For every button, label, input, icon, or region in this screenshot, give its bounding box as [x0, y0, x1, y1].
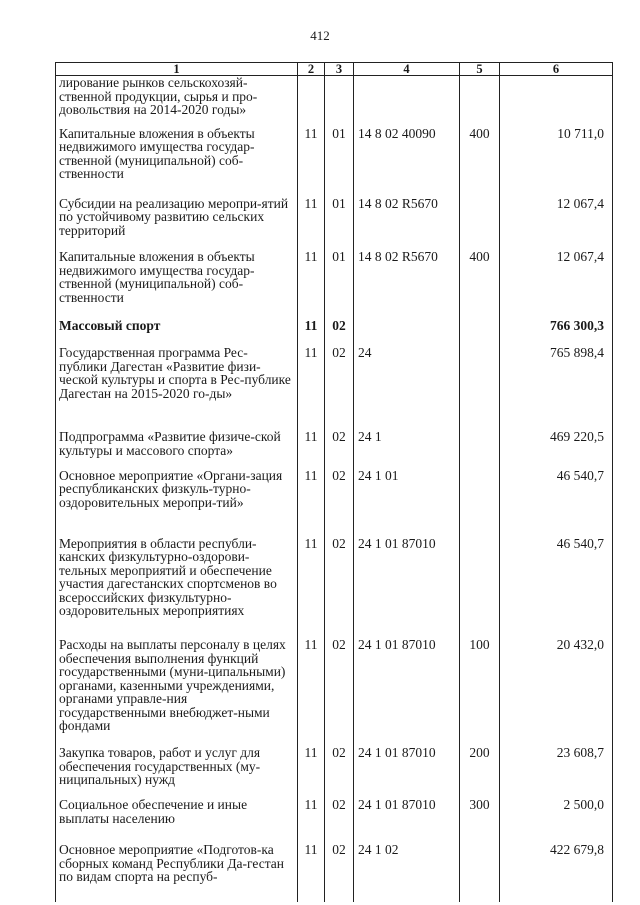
- row-expense-type: [460, 197, 500, 250]
- row-subsection: 02: [325, 319, 354, 346]
- row-target-article: 24 1 01 87010: [354, 746, 460, 798]
- row-section: 11: [298, 127, 325, 197]
- row-name: Социальное обеспечение и иные выплаты населению: [56, 798, 298, 843]
- row-expense-type: 100: [460, 638, 500, 746]
- row-amount: 765 898,4: [500, 346, 613, 430]
- row-section: 11: [298, 319, 325, 346]
- row-amount: 10 711,0: [500, 127, 613, 197]
- row-expense-type: [460, 346, 500, 430]
- table-row: [56, 469, 613, 537]
- row-amount: 766 300,3: [500, 319, 613, 346]
- row-name: Капитальные вложения в объекты недвижимого имущества государ-ственной (муниципальной) соб-ственности: [56, 127, 298, 197]
- row-name: Массовый спорт: [56, 319, 298, 346]
- row-section: [298, 76, 325, 127]
- column-header: 4: [354, 63, 460, 76]
- row-target-article: 24: [354, 346, 460, 430]
- row-subsection: 02: [325, 798, 354, 843]
- column-header: 2: [298, 63, 325, 76]
- row-target-article: 24 1: [354, 430, 460, 469]
- row-subsection: 01: [325, 197, 354, 250]
- row-name: Капитальные вложения в объекты недвижимого имущества государ-ственной (муниципальной) соб-ственности: [56, 250, 298, 319]
- row-section: 11: [298, 430, 325, 469]
- table-header-row: [56, 63, 613, 76]
- table-row: [56, 537, 613, 638]
- row-section: 11: [298, 746, 325, 798]
- row-subsection: 02: [325, 346, 354, 430]
- row-amount: 46 540,7: [500, 537, 613, 638]
- row-expense-type: [460, 843, 500, 902]
- row-subsection: 01: [325, 127, 354, 197]
- table-row: [56, 843, 613, 902]
- row-target-article: 14 8 02 40090: [354, 127, 460, 197]
- row-section: 11: [298, 250, 325, 319]
- table-row: [56, 430, 613, 469]
- row-expense-type: 400: [460, 127, 500, 197]
- row-amount: 469 220,5: [500, 430, 613, 469]
- row-amount: 23 608,7: [500, 746, 613, 798]
- row-name: Субсидии на реализацию меропри-ятий по устойчивому развитию сельских территорий: [56, 197, 298, 250]
- row-section: 11: [298, 843, 325, 902]
- row-amount: 12 067,4: [500, 250, 613, 319]
- row-section: 11: [298, 197, 325, 250]
- row-subsection: 02: [325, 638, 354, 746]
- table-row: [56, 197, 613, 250]
- row-expense-type: [460, 319, 500, 346]
- row-subsection: 01: [325, 250, 354, 319]
- row-target-article: 24 1 01 87010: [354, 638, 460, 746]
- row-section: 11: [298, 537, 325, 638]
- column-header: 3: [325, 63, 354, 76]
- table-row: [56, 346, 613, 430]
- row-name: лирование рынков сельскохозяй-ственной продукции, сырья и про-довольствия на 2014-2020 годы»: [56, 76, 298, 127]
- row-target-article: 14 8 02 R5670: [354, 197, 460, 250]
- row-expense-type: [460, 469, 500, 537]
- row-subsection: 02: [325, 537, 354, 638]
- row-name: Закупка товаров, работ и услуг для обеспечения государственных (му-ниципальных) нужд: [56, 746, 298, 798]
- table-row: [56, 76, 613, 127]
- row-amount: 20 432,0: [500, 638, 613, 746]
- row-name: Мероприятия в области республи-канских физкультурно-оздорови-тельных мероприятий и обеспечение участия дагестанских спортсменов во всероссийских физкультурно-оздоровительных мероприятиях: [56, 537, 298, 638]
- row-subsection: 02: [325, 469, 354, 537]
- row-subsection: 02: [325, 746, 354, 798]
- row-section: 11: [298, 469, 325, 537]
- column-header: 1: [56, 63, 298, 76]
- table-row: [56, 319, 613, 346]
- row-name: Основное мероприятие «Органи-зация республиканских физкуль-турно-оздоровительных меропри-тий»: [56, 469, 298, 537]
- column-header: 5: [460, 63, 500, 76]
- row-section: 11: [298, 346, 325, 430]
- page-number: 412: [310, 28, 330, 43]
- row-target-article: 24 1 01: [354, 469, 460, 537]
- table-row: [56, 746, 613, 798]
- row-subsection: 02: [325, 430, 354, 469]
- row-name: Расходы на выплаты персоналу в целях обеспечения выполнения функций государственными (муни-ципальными) органами, казенными учреждениями, органами управле-ния государственными внебюджет-ными фондами: [56, 638, 298, 746]
- row-section: 11: [298, 798, 325, 843]
- table-row: [56, 638, 613, 746]
- row-target-article: 24 1 02: [354, 843, 460, 902]
- row-section: 11: [298, 638, 325, 746]
- row-target-article: 24 1 01 87010: [354, 798, 460, 843]
- row-subsection: [325, 76, 354, 127]
- row-name: Государственная программа Рес-публики Дагестан «Развитие физи-ческой культуры и спорта в Рес-публике Дагестан на 2015-2020 го-ды»: [56, 346, 298, 430]
- row-target-article: [354, 76, 460, 127]
- row-target-article: [354, 319, 460, 346]
- row-expense-type: [460, 430, 500, 469]
- table-row: [56, 798, 613, 843]
- row-target-article: 14 8 02 R5670: [354, 250, 460, 319]
- row-expense-type: 400: [460, 250, 500, 319]
- row-expense-type: 300: [460, 798, 500, 843]
- budget-table: [55, 62, 613, 902]
- row-expense-type: 200: [460, 746, 500, 798]
- row-amount: 422 679,8: [500, 843, 613, 902]
- row-expense-type: [460, 76, 500, 127]
- row-subsection: 02: [325, 843, 354, 902]
- table-row: [56, 127, 613, 197]
- row-expense-type: [460, 537, 500, 638]
- row-amount: [500, 76, 613, 127]
- row-target-article: 24 1 01 87010: [354, 537, 460, 638]
- row-amount: 12 067,4: [500, 197, 613, 250]
- row-name: Подпрограмма «Развитие физиче-ской культуры и массового спорта»: [56, 430, 298, 469]
- row-amount: 46 540,7: [500, 469, 613, 537]
- table-row: [56, 250, 613, 319]
- row-amount: 2 500,0: [500, 798, 613, 843]
- column-header: 6: [500, 63, 613, 76]
- row-name: Основное мероприятие «Подготов-ка сборных команд Республики Да-гестан по видам спорта на респуб-: [56, 843, 298, 902]
